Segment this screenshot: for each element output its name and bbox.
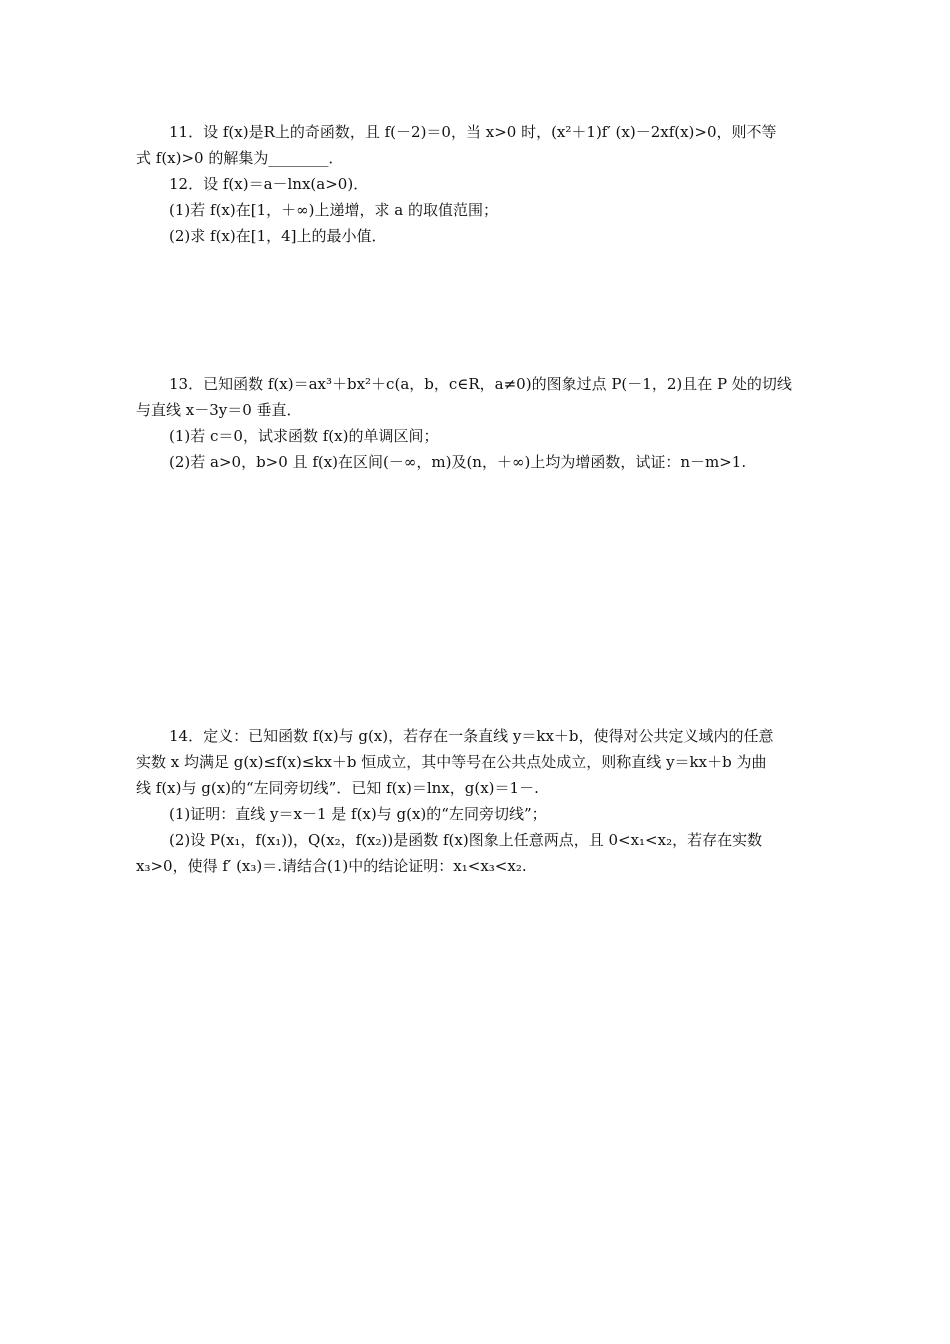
problem-14-line-3: 线 f(x)与 g(x)的“左同旁切线”．已知 f(x)＝lnx，g(x)＝1－. [136, 779, 539, 797]
problem-13-line-2: 与直线 x－3y＝0 垂直． [136, 401, 302, 419]
problem-11-line-1: 11．设 f(x)是R上的奇函数，且 f(－2)＝0，当 x>0 时，(x²＋1)f′ (x)－2xf(x)>0，则不等 [169, 123, 777, 141]
problem-14-line-2: 实数 x 均满足 g(x)≤f(x)≤kx＋b 恒成立，其中等号在公共点处成立，则称直线 y＝kx＋b 为曲 [136, 753, 767, 771]
problem-14-part-2: (2)设 P(x₁，f(x₁))，Q(x₂，f(x₂))是函数 f(x)图象上任意两点，且 0<x₁<x₂，若存在实数 [169, 831, 763, 849]
problem-13-part-1: (1)若 c＝0，试求函数 f(x)的单调区间； [169, 427, 439, 445]
problem-14-part-1: (1)证明：直线 y＝x－1 是 f(x)与 g(x)的“左同旁切线”； [169, 805, 547, 823]
problem-13-part-2: (2)若 a>0，b>0 且 f(x)在区间(－∞，m)及(n，＋∞)上均为增函数，试证：n－m>1. [169, 453, 747, 471]
problem-11-line-2: 式 f(x)>0 的解集为________． [136, 149, 344, 167]
problem-12-part-1: (1)若 f(x)在[1，＋∞)上递增，求 a 的取值范围； [169, 201, 498, 219]
problem-14-line-6: x₃>0，使得 f′ (x₃)＝.请结合(1)中的结论证明：x₁<x₃<x₂. [136, 857, 527, 875]
problem-12-stem: 12．设 f(x)＝a－lnx(a>0)． [169, 175, 369, 193]
problem-14-line-1: 14．定义：已知函数 f(x)与 g(x)，若存在一条直线 y＝kx＋b，使得对公共定义域内的任意 [169, 727, 774, 745]
problem-13-line-1: 13．已知函数 f(x)＝ax³＋bx²＋c(a，b，c∈R，a≠0)的图象过点 P(－1，2)且在 P 处的切线 [169, 375, 792, 393]
problem-12-part-2: (2)求 f(x)在[1，4]上的最小值． [169, 227, 387, 245]
